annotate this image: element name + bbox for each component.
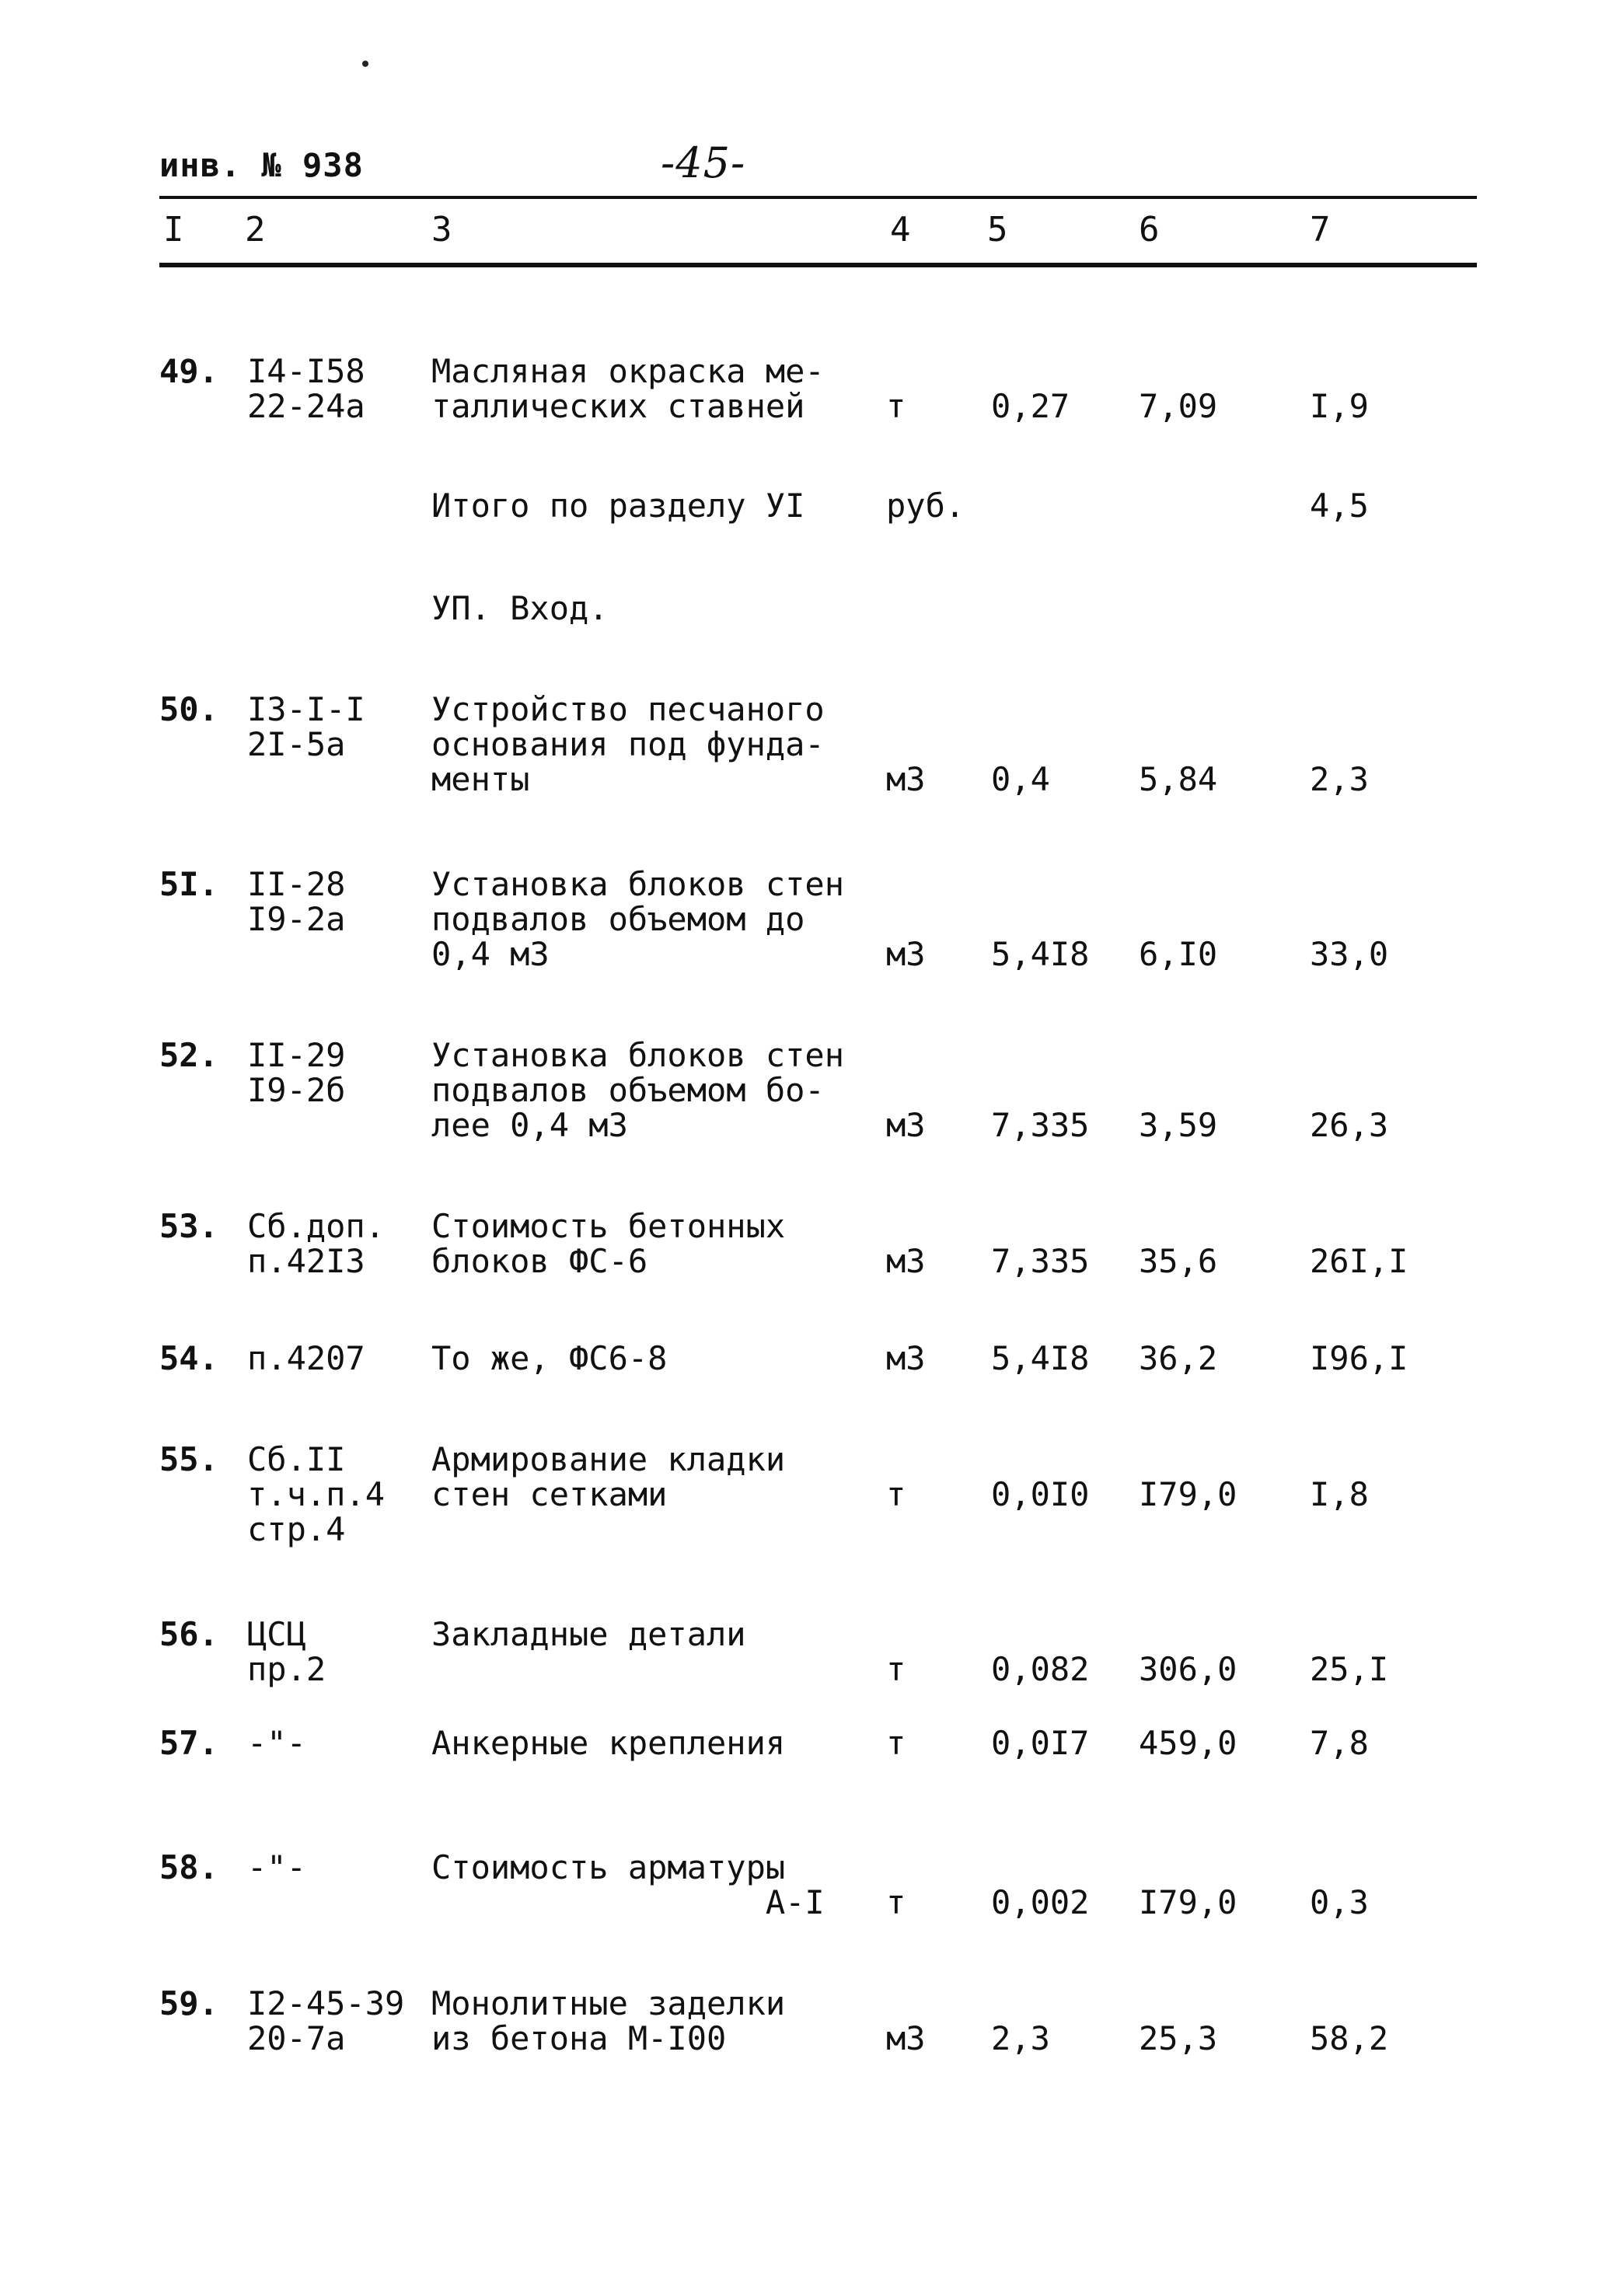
row-no: 58. (159, 1848, 218, 1886)
row-total: 26I,I (1310, 1242, 1408, 1280)
row-qty: 7,335 (991, 1242, 1090, 1280)
row-price: I79,0 (1139, 1475, 1237, 1513)
row-price: 306,0 (1139, 1650, 1237, 1688)
row-price: 459,0 (1139, 1724, 1237, 1762)
row-desc: УП. Вход. (431, 589, 609, 627)
row-price: I79,0 (1139, 1883, 1237, 1921)
row-total: 33,0 (1310, 935, 1389, 973)
row-total: 25,I (1310, 1650, 1389, 1688)
row-code: I4-I58 22-24a (247, 352, 365, 425)
column-number-5: 5 (987, 210, 1008, 249)
row-no: 53. (159, 1207, 218, 1245)
row-unit: м3 (886, 1106, 926, 1144)
row-desc: Армирование кладки стен сетками (431, 1440, 786, 1513)
column-number-1: I (163, 210, 184, 249)
row-total: I96,I (1310, 1339, 1408, 1377)
column-number-4: 4 (890, 210, 911, 249)
row-desc: Установка блоков стен подвалов объемом до 0,4 м3 (431, 865, 845, 973)
row-unit: т (886, 387, 906, 425)
row-code: -"- (247, 1724, 306, 1762)
row-unit: руб. (886, 487, 965, 525)
row-qty: 5,4I8 (991, 1339, 1090, 1377)
row-unit: т (886, 1883, 906, 1921)
row-desc: Масляная окраска ме- таллических ставней (431, 352, 825, 425)
row-qty: 0,27 (991, 387, 1070, 425)
row-no: 55. (159, 1440, 218, 1478)
column-number-7: 7 (1310, 210, 1331, 249)
row-no: 54. (159, 1339, 218, 1377)
row-desc: Устройство песчаного основания под фунда- менты (431, 690, 825, 798)
row-no: 5I. (159, 865, 218, 903)
row-price: 7,09 (1139, 387, 1218, 425)
row-unit: т (886, 1475, 906, 1513)
row-code: -"- (247, 1848, 306, 1886)
row-price: 35,6 (1139, 1242, 1218, 1280)
header-rule-top (159, 196, 1477, 199)
row-qty: 2,3 (991, 2019, 1050, 2057)
row-unit: м3 (886, 935, 926, 973)
row-no: 59. (159, 1984, 218, 2022)
row-desc: Закладные детали (431, 1615, 746, 1653)
row-qty: 0,002 (991, 1883, 1090, 1921)
row-unit: т (886, 1724, 906, 1762)
row-qty: 7,335 (991, 1106, 1090, 1144)
row-code: I2-45-39 20-7a (247, 1984, 405, 2057)
row-total: 58,2 (1310, 2019, 1389, 2057)
row-total: I,8 (1310, 1475, 1369, 1513)
page-number: -45- (661, 138, 746, 187)
row-unit: т (886, 1650, 906, 1688)
row-total: 2,3 (1310, 760, 1369, 798)
row-desc: Стоимость бетонных блоков ФС-6 (431, 1207, 786, 1280)
row-code: Сб.доп. п.42I3 (247, 1207, 386, 1280)
row-price: 36,2 (1139, 1339, 1218, 1377)
row-code: п.4207 (247, 1339, 365, 1377)
row-code: ЦСЦ пр.2 (247, 1615, 326, 1688)
row-price: 5,84 (1139, 760, 1218, 798)
row-no: 50. (159, 690, 218, 728)
row-total: 4,5 (1310, 487, 1369, 525)
column-number-2: 2 (245, 210, 266, 249)
column-number-3: 3 (431, 210, 452, 249)
row-code: II-29 I9-2б (247, 1036, 346, 1109)
row-no: 49. (159, 352, 218, 390)
row-code: II-28 I9-2a (247, 865, 346, 938)
row-desc: Монолитные заделки из бетона М-I00 (431, 1984, 786, 2057)
row-qty: 0,0I0 (991, 1475, 1090, 1513)
inventory-number: инв. № 938 (159, 146, 364, 184)
scan-speck (362, 61, 368, 67)
row-code: Сб.II т.ч.п.4 стр.4 (247, 1440, 386, 1548)
row-total: I,9 (1310, 387, 1369, 425)
row-desc: Стоимость арматуры А-I (431, 1848, 825, 1921)
row-unit: м3 (886, 1242, 926, 1280)
row-desc: Анкерные крепления (431, 1724, 786, 1762)
row-qty: 5,4I8 (991, 935, 1090, 973)
row-desc: То же, ФС6-8 (431, 1339, 668, 1377)
row-no: 57. (159, 1724, 218, 1762)
row-total: 0,3 (1310, 1883, 1369, 1921)
row-qty: 0,082 (991, 1650, 1090, 1688)
row-qty: 0,4 (991, 760, 1050, 798)
row-price: 3,59 (1139, 1106, 1218, 1144)
column-number-6: 6 (1139, 210, 1160, 249)
row-no: 52. (159, 1036, 218, 1074)
row-no: 56. (159, 1615, 218, 1653)
row-desc: Итого по разделу УI (431, 487, 805, 525)
row-unit: м3 (886, 760, 926, 798)
row-qty: 0,0I7 (991, 1724, 1090, 1762)
header-rule-bottom (159, 263, 1477, 267)
row-code: I3-I-I 2I-5a (247, 690, 365, 763)
row-price: 6,I0 (1139, 935, 1218, 973)
row-desc: Установка блоков стен подвалов объемом бо- лее 0,4 м3 (431, 1036, 845, 1144)
row-unit: м3 (886, 2019, 926, 2057)
row-unit: м3 (886, 1339, 926, 1377)
row-price: 25,3 (1139, 2019, 1218, 2057)
row-total: 26,3 (1310, 1106, 1389, 1144)
row-total: 7,8 (1310, 1724, 1369, 1762)
